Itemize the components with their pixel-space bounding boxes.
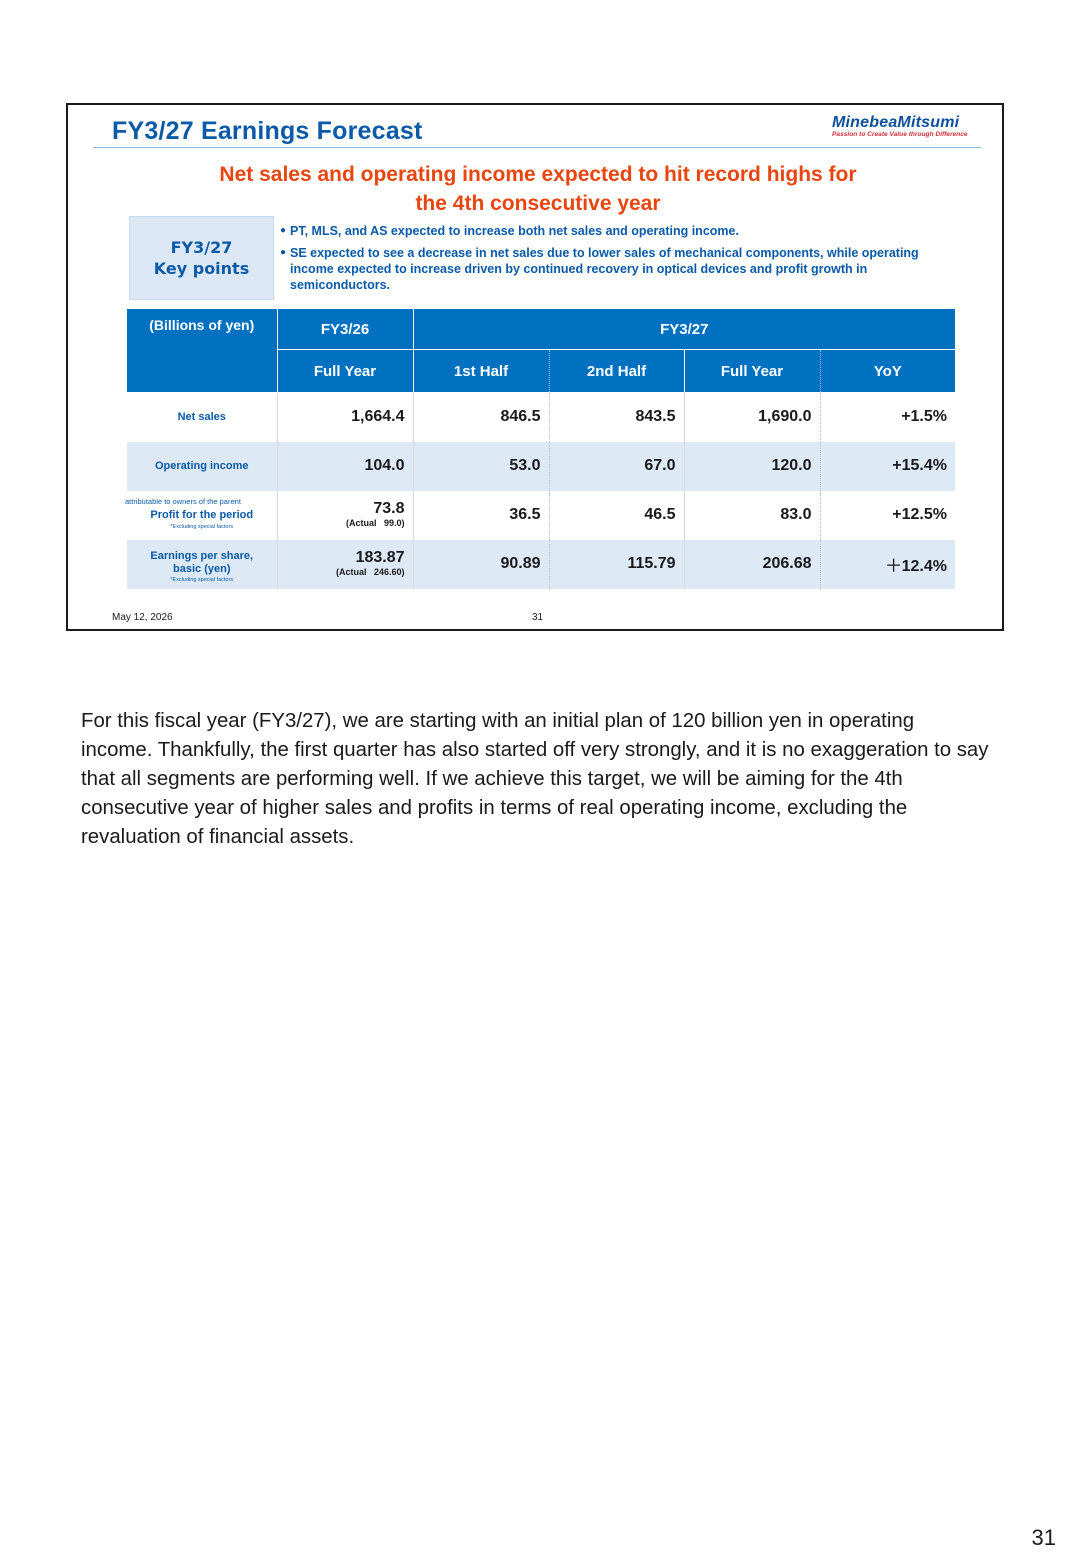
key-point-item xyxy=(280,245,960,293)
cell-h1: 53.0 xyxy=(413,442,549,491)
cell-fy26: 104.0 xyxy=(277,442,413,491)
cell-value: 183.87 xyxy=(355,549,405,566)
cell-note: (Actual 246.60) xyxy=(335,567,405,577)
row-label-cell xyxy=(127,540,277,589)
title-divider xyxy=(93,147,981,148)
key-point-item xyxy=(280,223,960,239)
cell-yoy: +15.4% xyxy=(820,442,955,491)
cell-note: (Actual 99.0) xyxy=(345,518,405,528)
row-label-note: *Excluding special factors xyxy=(170,523,234,530)
table-row xyxy=(127,491,955,540)
cell-fy26 xyxy=(277,491,413,540)
slide-title: FY3/27 Earnings Forecast xyxy=(112,117,423,145)
cell-full: 83.0 xyxy=(684,491,820,540)
table-row xyxy=(127,442,955,491)
cell-fy26: 1,664.4 xyxy=(277,392,413,442)
key-points-list xyxy=(280,223,960,299)
cell-full: 1,690.0 xyxy=(684,392,820,442)
column-header: 1st Half xyxy=(413,350,549,393)
headline xyxy=(128,160,948,218)
row-label: Profit for the period xyxy=(150,508,254,521)
group-header-fy27: FY3/27 xyxy=(413,309,955,350)
earnings-forecast-table xyxy=(127,309,955,589)
bullet-icon: ● xyxy=(280,247,287,258)
cell-h2: 46.5 xyxy=(549,491,684,540)
narration-text: For this fiscal year (FY3/27), we are starting with an initial plan of 120 billion yen in operating income. Thankfully, the first quarter has also started off very strongly, and it is no exaggeration to say that all segments are performing well. If we achieve this target, we will be aiming for the 4th consecutive year of higher sales and profits in terms of real operating income, excluding the revaluation of financial assets. xyxy=(81,710,989,848)
slide-number: 31 xyxy=(532,612,544,623)
cell-fy26 xyxy=(277,540,413,589)
column-header: Full Year xyxy=(277,350,413,393)
headline-text: Net sales and operating income expected to hit record highs for the 4th consecutive year xyxy=(219,163,857,215)
cell-value: 73.8 xyxy=(373,500,405,517)
logo-tagline: Passion to Create Value through Difference xyxy=(832,131,968,138)
row-label-note: *Excluding special factors xyxy=(170,576,234,583)
table-row xyxy=(127,392,955,442)
group-header-fy26: FY3/26 xyxy=(277,309,413,350)
bullet-icon: ● xyxy=(280,225,287,236)
cell-h2: 67.0 xyxy=(549,442,684,491)
row-label: Net sales xyxy=(177,411,226,423)
row-label: Operating income xyxy=(127,442,277,491)
column-header: Full Year xyxy=(684,350,820,393)
table-row xyxy=(127,540,955,589)
logo-name: MinebeaMitsumi xyxy=(832,114,960,131)
slide xyxy=(66,103,1004,631)
cell-full: 206.68 xyxy=(684,540,820,589)
cell-h2: 843.5 xyxy=(549,392,684,442)
row-label: Earnings per share, basic (yen) xyxy=(150,549,254,575)
key-points-label: FY3/27 Key points xyxy=(129,216,274,300)
page-number: 31 xyxy=(1031,1525,1056,1550)
column-header: YoY xyxy=(820,350,955,393)
key-point-text: PT, MLS, and AS expected to increase both net sales and operating income. xyxy=(290,224,739,238)
slide-date: May 12, 2026 xyxy=(112,612,173,623)
cell-yoy: ＋12.4% xyxy=(820,540,955,589)
table-corner-header: (Billions of yen) xyxy=(127,309,277,392)
cell-h1: 36.5 xyxy=(413,491,549,540)
cell-full: 120.0 xyxy=(684,442,820,491)
cell-h1: 90.89 xyxy=(413,540,549,589)
cell-h2: 115.79 xyxy=(549,540,684,589)
cell-yoy: +12.5% xyxy=(820,491,955,540)
cell-h1: 846.5 xyxy=(413,392,549,442)
key-point-text: SE expected to see a decrease in net sales due to lower sales of mechanical components, while operating income expected to increase driven by continued recovery in optical devices and profit growth in semiconductors. xyxy=(290,246,919,292)
column-header: 2nd Half xyxy=(549,350,684,393)
row-label-prefix: attributable to owners of the parent xyxy=(125,496,241,506)
row-label-cell xyxy=(127,491,277,540)
cell-yoy: +1.5% xyxy=(820,392,955,442)
company-logo xyxy=(832,114,972,138)
